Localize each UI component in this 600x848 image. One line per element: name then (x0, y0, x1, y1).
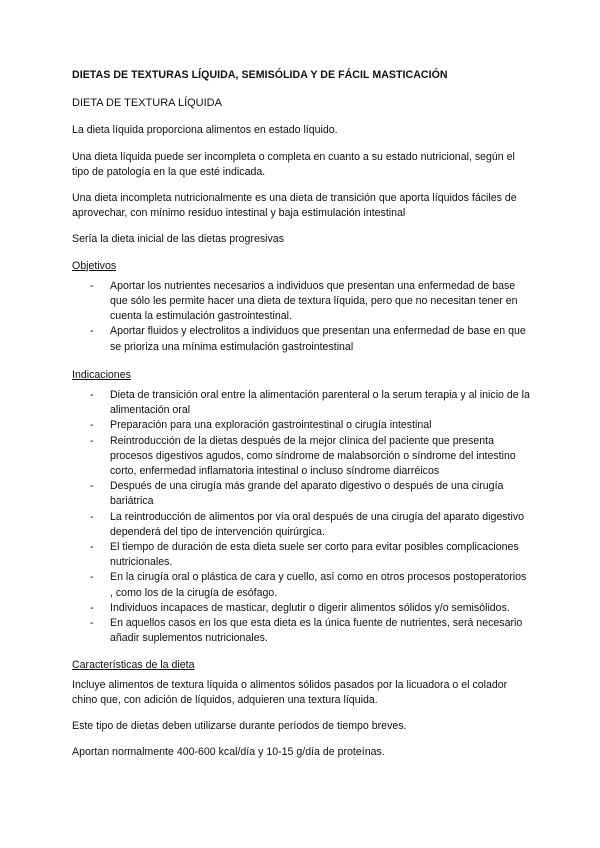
list-item (90, 479, 530, 509)
list-item-text: Aportar fluidos y electrolitos a individuos que presentan una enfermedad de base en que se prioriza una mínima estimulación gastrointestinal (110, 325, 526, 353)
dash-bullet: - (90, 389, 94, 402)
list-item-text: La reintroducción de alimentos por vía oral después de una cirugía del aparato digestivo dependerá del tipo de intervención quirúrgica. (110, 510, 525, 538)
paragraph: Aportan normalmente 400-600 kcal/día y 10-15 g/día de proteínas. (72, 746, 385, 759)
dash-bullet: - (90, 617, 94, 630)
dash-bullet: - (90, 279, 94, 292)
caracteristicas-heading: Características de la dieta (72, 658, 195, 671)
paragraph: Sería la dieta inicial de las dietas progresivas (72, 233, 284, 246)
dash-bullet: - (90, 419, 94, 432)
list-item-text: Aportar los nutrientes necesarios a individuos que presentan una enfermedad de base que sólo les permite hacer una dieta de textura líquida, pero que no necesitan tener en cuenta la estimulación gastrointestinal. (110, 279, 518, 323)
paragraph: Este tipo de dietas deben utilizarse durante períodos de tiempo breves. (72, 720, 407, 733)
dash-bullet: - (90, 571, 94, 584)
dash-bullet: - (90, 434, 94, 447)
paragraph: Incluye alimentos de textura líquida o alimentos sólidos pasados por la licuadora o el colador chino que, con adición de líquidos, adquieren una textura líquida. (72, 678, 508, 706)
list-item-text: Dieta de transición oral entre la alimentación parenteral o la serum terapia y al inicio de la alimentación oral (110, 389, 530, 417)
objetivos-list (72, 279, 530, 355)
list-item (90, 601, 530, 616)
paragraph: Una dieta incompleta nutricionalmente es una dieta de transición que aporta líquidos fáciles de aprovechar, con mínimo residuo intestinal y baja estimulación intestinal (72, 192, 517, 220)
list-item-text: Preparación para una exploración gastrointestinal o cirugía intestinal (110, 419, 432, 432)
list-item (90, 540, 530, 570)
dash-bullet: - (90, 480, 94, 493)
document-page (72, 68, 530, 772)
paragraph: Una dieta líquida puede ser incompleta o completa en cuanto a su estado nutricional, según el tipo de patología en la que esté indicada. (72, 150, 515, 178)
document-title: DIETAS DE TEXTURAS LÍQUIDA, SEMISÓLIDA Y DE FÁCIL MASTICACIÓN (72, 69, 448, 81)
dash-bullet: - (90, 601, 94, 614)
list-item (90, 434, 530, 480)
dash-bullet: - (90, 541, 94, 554)
indicaciones-list (72, 388, 530, 646)
objetivos-heading: Objetivos (72, 259, 117, 272)
dash-bullet: - (90, 325, 94, 338)
list-item (90, 418, 530, 433)
list-item (90, 510, 530, 540)
list-item-text: En la cirugía oral o plástica de cara y cuello, así como en otros procesos postoperatorios , como los de la cirugía de esófago. (110, 571, 527, 599)
list-item-text: Individuos incapaces de masticar, deglutir o digerir alimentos sólidos y/o semisólidos. (110, 601, 510, 614)
list-item (90, 570, 530, 600)
list-item (90, 616, 530, 646)
list-item-text: Después de una cirugía más grande del aparato digestivo o después de una cirugía bariátrica (110, 480, 504, 508)
dash-bullet: - (90, 510, 94, 523)
list-item (90, 279, 530, 325)
list-item-text: El tiempo de duración de esta dieta suele ser corto para evitar posibles complicaciones nutricionales. (110, 541, 519, 569)
list-item (90, 324, 530, 354)
paragraph: La dieta líquida proporciona alimentos en estado líquido. (72, 124, 338, 137)
list-item-text: Reintroducción de la dietas después de la mejor clínica del paciente que presenta procesos digestivos agudos, como síndrome de malabsorción o síndrome del intestino corto, enfermedad inflamatoria intestinal o incluso síndrome diarréicos (110, 434, 516, 478)
indicaciones-heading: Indicaciones (72, 368, 131, 381)
section-subtitle: DIETA DE TEXTURA LÍQUIDA (72, 97, 222, 110)
list-item (90, 388, 530, 418)
list-item-text: En aquellos casos en los que esta dieta es la única fuente de nutrientes, será necesario añadir suplementos nutricionales. (110, 617, 523, 645)
